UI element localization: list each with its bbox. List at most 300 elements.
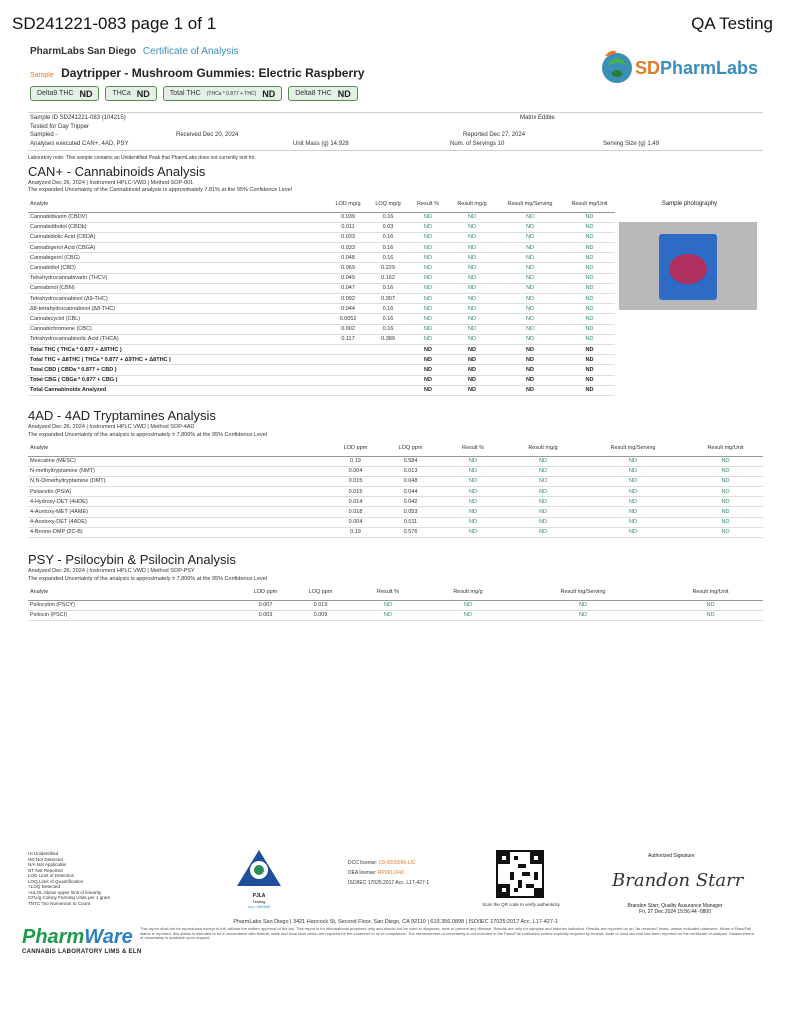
column-header: Result mg/Unit <box>688 442 763 456</box>
table-cell: ND <box>348 610 428 620</box>
table-cell: 0.044 <box>328 304 368 314</box>
table-cell: ND <box>448 314 496 324</box>
table-cell: ND <box>438 466 508 476</box>
table-cell: ND <box>508 466 578 476</box>
table-cell: ND <box>438 487 508 497</box>
table-cell: ND <box>564 222 615 232</box>
legend-item: CFU/g Colony Forming Units per 1 gram <box>28 895 111 900</box>
table-cell: ND <box>408 212 448 222</box>
table-cell: 0.0052 <box>328 314 368 324</box>
divider <box>28 150 763 151</box>
table-cell: ND <box>496 385 564 395</box>
table-cell: ND <box>408 294 448 304</box>
table-cell <box>328 385 368 395</box>
logo-wordmark: SDPharmLabs <box>635 58 759 78</box>
sample-tag: Sample <box>30 72 54 79</box>
table-row <box>28 610 763 620</box>
iso-accreditation: ISO/IEC 17025:2017 Acc. L17-427-1 <box>348 880 430 886</box>
can-section-title: CAN+ - Cannabinoids Analysis <box>28 164 206 179</box>
table-cell: 0.004 <box>328 466 383 476</box>
table-cell: 0.584 <box>383 456 438 466</box>
dcc-label: DCC license: <box>348 860 378 866</box>
table-cell: 0.117 <box>328 334 368 344</box>
table-cell: 4-Hydroxy-DET (4HDE) <box>28 497 328 507</box>
table-cell: 0.014 <box>328 497 383 507</box>
table-row <box>28 497 763 507</box>
table-cell: ND <box>578 527 688 537</box>
table-cell: ND <box>448 365 496 375</box>
verification-qr-code[interactable] <box>496 850 544 898</box>
table-cell: ND <box>438 497 508 507</box>
table-cell: ND <box>496 314 564 324</box>
table-cell: 0.03 <box>368 222 408 232</box>
table-cell: 0.092 <box>328 294 368 304</box>
table-cell: 0.16 <box>368 253 408 263</box>
table-cell: Cannabigerol Acid (CBGA) <box>28 243 328 253</box>
table-cell: N-methyltryptamine (NMT) <box>28 466 328 476</box>
psilocybin-table <box>28 586 763 621</box>
legend-item: NT Not Reported <box>28 867 63 873</box>
table-cell: ND <box>438 527 508 537</box>
dcc-number: C8-0000096-LIC <box>378 860 416 866</box>
table-cell: ND <box>578 476 688 486</box>
dea-label: DEA license: <box>348 870 377 876</box>
table-cell: ND <box>448 385 496 395</box>
table-row <box>28 334 615 344</box>
table-cell: ND <box>564 253 615 263</box>
table-cell: ND <box>508 456 578 466</box>
table-cell: 0.011 <box>383 517 438 527</box>
table-cell: 0.033 <box>328 232 368 242</box>
table-cell: ND <box>408 263 448 273</box>
table-cell: 0.009 <box>293 610 348 620</box>
table-cell: ND <box>408 344 448 354</box>
legend-item: TNTC Too Numerous to Count <box>28 900 90 906</box>
table-row <box>28 600 763 610</box>
legend-item: >ULOL Above upper limit of linearity <box>28 889 102 895</box>
product-name: Daytripper - Mushroom Gummies: Electric Raspberry <box>61 66 365 80</box>
table-cell: ND <box>564 263 615 273</box>
table-header-row <box>28 586 763 600</box>
table-cell: ND <box>408 304 448 314</box>
table-cell: ND <box>564 334 615 344</box>
table-row <box>28 476 763 486</box>
table-cell: ND <box>508 610 658 620</box>
table-cell: ND <box>658 600 763 610</box>
table-cell: ND <box>408 385 448 395</box>
table-cell: 0.19 <box>328 456 383 466</box>
table-cell: 0.19 <box>328 527 383 537</box>
legend-item: UI Unidentified <box>28 851 59 856</box>
table-cell: 4-Bromo-DMP (2C-B) <box>28 527 328 537</box>
table-cell: 0.044 <box>383 487 438 497</box>
badge-value: ND <box>136 88 150 99</box>
table-cell: ND <box>508 476 578 486</box>
table-header-row <box>28 442 763 456</box>
table-row <box>28 212 615 222</box>
table-row <box>28 294 615 304</box>
table-cell: ND <box>496 232 564 242</box>
table-cell: ND <box>688 517 763 527</box>
table-cell: ND <box>438 507 508 517</box>
column-header: Result mg/Serving <box>496 198 564 212</box>
table-cell: ND <box>564 344 615 354</box>
table-cell: ND <box>564 243 615 253</box>
table-cell: ND <box>438 476 508 486</box>
table-row <box>28 253 615 263</box>
table-cell: ND <box>408 324 448 334</box>
table-cell: 0.16 <box>368 232 408 242</box>
table-cell: Psilacetin (PSIA) <box>28 487 328 497</box>
table-row <box>28 222 615 232</box>
reported: Reported Dec 27, 2024 <box>463 132 526 138</box>
summary-badge <box>288 86 357 101</box>
table-row <box>28 466 763 476</box>
table-cell <box>328 365 368 375</box>
table-cell: ND <box>448 355 496 365</box>
table-cell: ND <box>564 304 615 314</box>
table-row <box>28 507 763 517</box>
pjla-accreditation-logo <box>233 848 285 909</box>
table-cell: ND <box>448 212 496 222</box>
table-row <box>28 365 615 375</box>
table-cell: ND <box>448 344 496 354</box>
table-cell: 0.048 <box>328 253 368 263</box>
summary-badge <box>163 86 283 101</box>
table-row <box>28 487 763 497</box>
table-header-row <box>28 198 615 212</box>
table-row <box>28 232 615 242</box>
coa-label: Certificate of Analysis <box>142 46 239 57</box>
table-cell: Psilocybin (PSCY) <box>28 600 238 610</box>
table-cell: ND <box>408 365 448 375</box>
table-cell <box>368 355 408 365</box>
table-cell: ND <box>564 283 615 293</box>
tryptamine-table <box>28 442 763 538</box>
table-cell: ND <box>408 222 448 232</box>
lab-name: PharmLabs San Diego <box>30 46 137 57</box>
table-cell: ND <box>688 507 763 517</box>
table-cell: ND <box>496 324 564 334</box>
sample-photo <box>619 222 757 310</box>
table-cell: ND <box>428 610 508 620</box>
table-cell: ND <box>564 324 615 334</box>
column-header: Result % <box>348 586 428 600</box>
legend-item: LOD Limit of Detection <box>28 873 75 878</box>
table-cell: 0.015 <box>328 487 383 497</box>
table-cell <box>328 375 368 385</box>
table-cell: 0.007 <box>238 600 293 610</box>
table-row <box>28 456 763 466</box>
table-cell: ND <box>564 273 615 283</box>
document-title: SD241221-083 page 1 of 1 <box>12 14 217 33</box>
can-analyzed: Analyzed Dec 26, 2024 | Instrument HPLC-VWD | Method SOP-001 <box>28 180 194 186</box>
table-cell: ND <box>448 232 496 242</box>
table-cell: ND <box>448 222 496 232</box>
table-cell: Mescaline (MESC) <box>28 456 328 466</box>
table-cell: N,N-Dimethyltryptamine (DMT) <box>28 476 328 486</box>
summary-badges <box>30 86 358 101</box>
table-cell: ND <box>496 283 564 293</box>
table-row <box>28 243 615 253</box>
table-cell <box>328 344 368 354</box>
table-cell: ND <box>578 517 688 527</box>
table-cell: ND <box>688 476 763 486</box>
psy-analyzed: Analyzed Dec 26, 2024 | Instrument HPLC VWD | Method SOP-PSY <box>28 568 195 574</box>
badge-value: ND <box>79 88 93 99</box>
tad-uncertainty: The expanded Uncertainty of the analysis is approximately ± 7.806% at the 95% Confidence Level <box>28 432 268 438</box>
column-header: Result mg/Unit <box>658 586 763 600</box>
table-cell: ND <box>578 507 688 517</box>
table-cell: ND <box>438 517 508 527</box>
table-cell: ND <box>564 232 615 242</box>
table-cell: ND <box>508 497 578 507</box>
table-cell: 4-Acetoxy-DET (4ADE) <box>28 517 328 527</box>
lab-address: PharmLabs San Diego | 3421 Hancock St, Second Floor, San Diego, CA 92110 | 619.356.0898 | ISO/IEC 17025:2017 Acc. L17-427-1 <box>233 919 558 925</box>
table-cell: 0.047 <box>328 283 368 293</box>
table-cell: ND <box>688 456 763 466</box>
table-cell: ND <box>408 273 448 283</box>
table-row <box>28 355 615 365</box>
gummy-package-image <box>659 234 717 300</box>
received: Received Dec 20, 2024 <box>176 132 239 138</box>
table-cell: Tetrahydrocannabinolic Acid (THCA) <box>28 334 328 344</box>
table-cell: 0.576 <box>383 527 438 537</box>
table-row <box>28 263 615 273</box>
table-cell: Cannabidiol (CBD) <box>28 263 328 273</box>
table-cell: 0.033 <box>328 243 368 253</box>
table-cell: ND <box>688 466 763 476</box>
table-cell: 0.053 <box>383 507 438 517</box>
column-header: Result % <box>408 198 448 212</box>
authorized-signature-label: Authorized Signature <box>648 853 695 859</box>
summary-badge <box>30 86 99 101</box>
table-cell: ND <box>496 375 564 385</box>
table-row <box>28 375 615 385</box>
num-servings: Num. of Servings 10 <box>450 141 505 147</box>
unit-mass: Unit Mass (g) 14.928 <box>293 141 349 147</box>
table-cell: 0.004 <box>328 517 383 527</box>
table-cell: 0.16 <box>368 304 408 314</box>
table-cell: Δ8-tetrahydrocannabinol (Δ8-THC) <box>28 304 328 314</box>
table-cell: ND <box>408 375 448 385</box>
table-cell <box>328 355 368 365</box>
table-row <box>28 527 763 537</box>
table-cell: ND <box>428 600 508 610</box>
table-cell: Cannabidiolic Acid (CBDA) <box>28 232 328 242</box>
signer-name: Brandon Starr, Quality Assurance Manager <box>627 903 723 909</box>
table-cell: Cannabicyclol (CBL) <box>28 314 328 324</box>
table-cell: 0.048 <box>383 476 438 486</box>
badge-label: Total THC <box>169 90 201 97</box>
table-cell: 0.16 <box>368 324 408 334</box>
table-cell: ND <box>578 497 688 507</box>
table-cell: ND <box>408 314 448 324</box>
table-cell: Cannabichromene (CBC) <box>28 324 328 334</box>
table-cell: ND <box>448 304 496 314</box>
table-cell: ND <box>496 263 564 273</box>
column-header: Analyte <box>28 198 328 212</box>
legend-item: ND Not Detected <box>28 856 63 862</box>
table-cell: 0.019 <box>293 600 348 610</box>
table-cell: ND <box>348 600 428 610</box>
table-cell: ND <box>448 243 496 253</box>
table-cell: ND <box>496 294 564 304</box>
tested-for: Tested for Day Tripper <box>30 124 90 130</box>
badge-value: ND <box>262 88 276 99</box>
table-cell: ND <box>496 273 564 283</box>
column-header: Result mg/g <box>508 442 578 456</box>
table-cell: ND <box>658 610 763 620</box>
table-cell: ND <box>496 212 564 222</box>
table-cell: 0.018 <box>328 507 383 517</box>
table-cell: Total THC + Δ8THC ( THCa * 0.877 + Δ9THC + Δ8THC ) <box>28 355 328 365</box>
table-cell: 0.013 <box>383 466 438 476</box>
table-cell: 4-Acetoxy-MET (4AME) <box>28 507 328 517</box>
column-header: LOD mg/g <box>328 198 368 212</box>
table-cell: Total THC ( THCa * 0.877 + Δ9THC ) <box>28 344 328 354</box>
table-cell: ND <box>688 527 763 537</box>
pjla-acc: Acc. #95568 <box>247 904 271 909</box>
table-cell: 0.16 <box>368 314 408 324</box>
column-header: LOQ ppm <box>383 442 438 456</box>
table-cell: ND <box>448 263 496 273</box>
can-uncertainty: The expanded Uncertainty of the Cannabinoid analysis is approximately 7.81% at the 95% Confidence Level <box>28 187 292 193</box>
table-cell: ND <box>508 507 578 517</box>
pjla-triangle-icon <box>233 848 285 888</box>
table-cell: 0.16 <box>368 283 408 293</box>
sampled: Sampled - <box>30 132 58 138</box>
abbreviation-legend <box>28 851 110 906</box>
legend-item: N/A Not Applicable <box>28 862 67 867</box>
table-cell: Tetrahydrocannabinol (Δ9-THC) <box>28 294 328 304</box>
table-row <box>28 324 615 334</box>
table-cell: ND <box>578 487 688 497</box>
table-cell: 0.049 <box>328 273 368 283</box>
table-cell: ND <box>564 294 615 304</box>
table-cell: Total Cannabinoids Analyzed <box>28 385 328 395</box>
table-row <box>28 517 763 527</box>
leaf-globe-icon <box>597 46 637 88</box>
table-cell: ND <box>508 527 578 537</box>
column-header: Result mg/Unit <box>564 198 615 212</box>
table-cell: ND <box>496 243 564 253</box>
table-cell: ND <box>448 334 496 344</box>
table-cell: ND <box>448 283 496 293</box>
pharmware-wordmark: PharmWare <box>22 926 133 948</box>
legend-item: LOQ Limit of Quantification <box>28 878 84 884</box>
table-cell <box>368 344 408 354</box>
table-cell: Cannabidivarin (CBDV) <box>28 212 328 222</box>
table-cell: Total CBD ( CBDa * 0.877 + CBD ) <box>28 365 328 375</box>
divider <box>28 112 763 113</box>
qa-testing-label: QA Testing <box>691 14 773 33</box>
table-cell: ND <box>448 375 496 385</box>
sdpharmlabs-logo <box>597 46 767 88</box>
table-cell: ND <box>496 253 564 263</box>
table-cell: ND <box>438 456 508 466</box>
signer-block <box>620 903 730 915</box>
table-cell: ND <box>496 334 564 344</box>
badge-label: Delta8 THC <box>295 90 332 97</box>
signature: Brandon Starr <box>612 870 744 891</box>
table-cell: 0.16 <box>368 243 408 253</box>
table-cell: ND <box>564 314 615 324</box>
column-header: LOD ppm <box>238 586 293 600</box>
table-cell: ND <box>408 243 448 253</box>
pjla-sub: Testing <box>252 899 266 904</box>
table-cell: ND <box>564 365 615 375</box>
column-header: Analyte <box>28 586 238 600</box>
table-cell: 0.307 <box>368 294 408 304</box>
table-cell: ND <box>496 344 564 354</box>
qr-caption: Scan the QR code to verify authenticity <box>482 902 560 907</box>
product-heading <box>30 66 365 80</box>
table-cell: ND <box>408 283 448 293</box>
table-cell: ND <box>564 355 615 365</box>
table-cell: ND <box>564 212 615 222</box>
tad-section-title: 4AD - 4AD Tryptamines Analysis <box>28 408 216 423</box>
analyses-executed: Analyses executed CAN+, 4AD, PSY <box>30 141 129 147</box>
column-header: Result % <box>438 442 508 456</box>
pharmware-logo <box>22 926 141 955</box>
matrix: Matrix Edible <box>520 115 555 121</box>
table-cell <box>368 385 408 395</box>
psy-section-title: PSY - Psilocybin & Psilocin Analysis <box>28 552 236 567</box>
table-cell: ND <box>448 324 496 334</box>
table-cell: 0.002 <box>328 324 368 334</box>
sample-id: Sample ID SD241221-083 (104215) <box>30 115 126 121</box>
table-cell: ND <box>496 304 564 314</box>
tad-analyzed: Analyzed Dec 26, 2024 | Instrument HPLC VWD | Method SOP-4AD <box>28 424 195 430</box>
table-cell: ND <box>508 517 578 527</box>
table-cell <box>368 375 408 385</box>
disclaimer: This report shall not be reproduced except in full, without the written approval of the lab. This report is for informational purposes only and should not be used to diagnose, treat or prevent any disease. Results are only for samples and batches indicated. Results are reported on an "as received" basis, unless indicated otherwise. When a Pass/Fail status is reported, this status is intended to be in accordance with federal, state and local laws which are required for the customer to be in compliance. The measurement of uncertainty is not included in the Pass/Fail evaluation unless explicitly required by federal, state or local law and has been reported on the certificate of analysis. Measurement of uncertainty is available upon request. <box>140 926 754 941</box>
column-header: LOQ mg/g <box>368 198 408 212</box>
badge-value: ND <box>337 88 351 99</box>
table-cell: ND <box>408 334 448 344</box>
table-cell: ND <box>408 232 448 242</box>
column-header: Result mg/Serving <box>508 586 658 600</box>
table-cell: 0.162 <box>368 273 408 283</box>
table-cell: ND <box>496 365 564 375</box>
table-cell: 0.042 <box>383 497 438 507</box>
table-cell: Tetrahydrocannabivarin (THCV) <box>28 273 328 283</box>
table-cell: 0.039 <box>328 212 368 222</box>
column-header: LOQ ppm <box>293 586 348 600</box>
table-cell: Cannabigerol (CBG) <box>28 253 328 263</box>
table-cell: ND <box>578 466 688 476</box>
table-cell: ND <box>564 385 615 395</box>
table-cell: Cannabinol (CBN) <box>28 283 328 293</box>
lab-header <box>30 46 239 57</box>
dea-number: RP0611043 <box>377 870 404 876</box>
sample-photo-label: Sample photography <box>661 201 718 207</box>
table-cell: ND <box>496 222 564 232</box>
table-cell <box>368 365 408 375</box>
pharmware-tagline: CANNABIS LABORATORY LIMS & ELN <box>22 949 142 955</box>
table-cell: 0.003 <box>238 610 293 620</box>
column-header: Result mg/g <box>428 586 508 600</box>
table-cell: 0.16 <box>368 212 408 222</box>
table-row <box>28 344 615 354</box>
legend-item: <LOQ Detected <box>28 884 61 889</box>
cannabinoid-table <box>28 198 615 396</box>
table-cell: ND <box>508 600 658 610</box>
table-cell: ND <box>688 487 763 497</box>
column-header: Result mg/g <box>448 198 496 212</box>
badge-formula: (THCa * 0.877 + THC) <box>206 90 257 97</box>
